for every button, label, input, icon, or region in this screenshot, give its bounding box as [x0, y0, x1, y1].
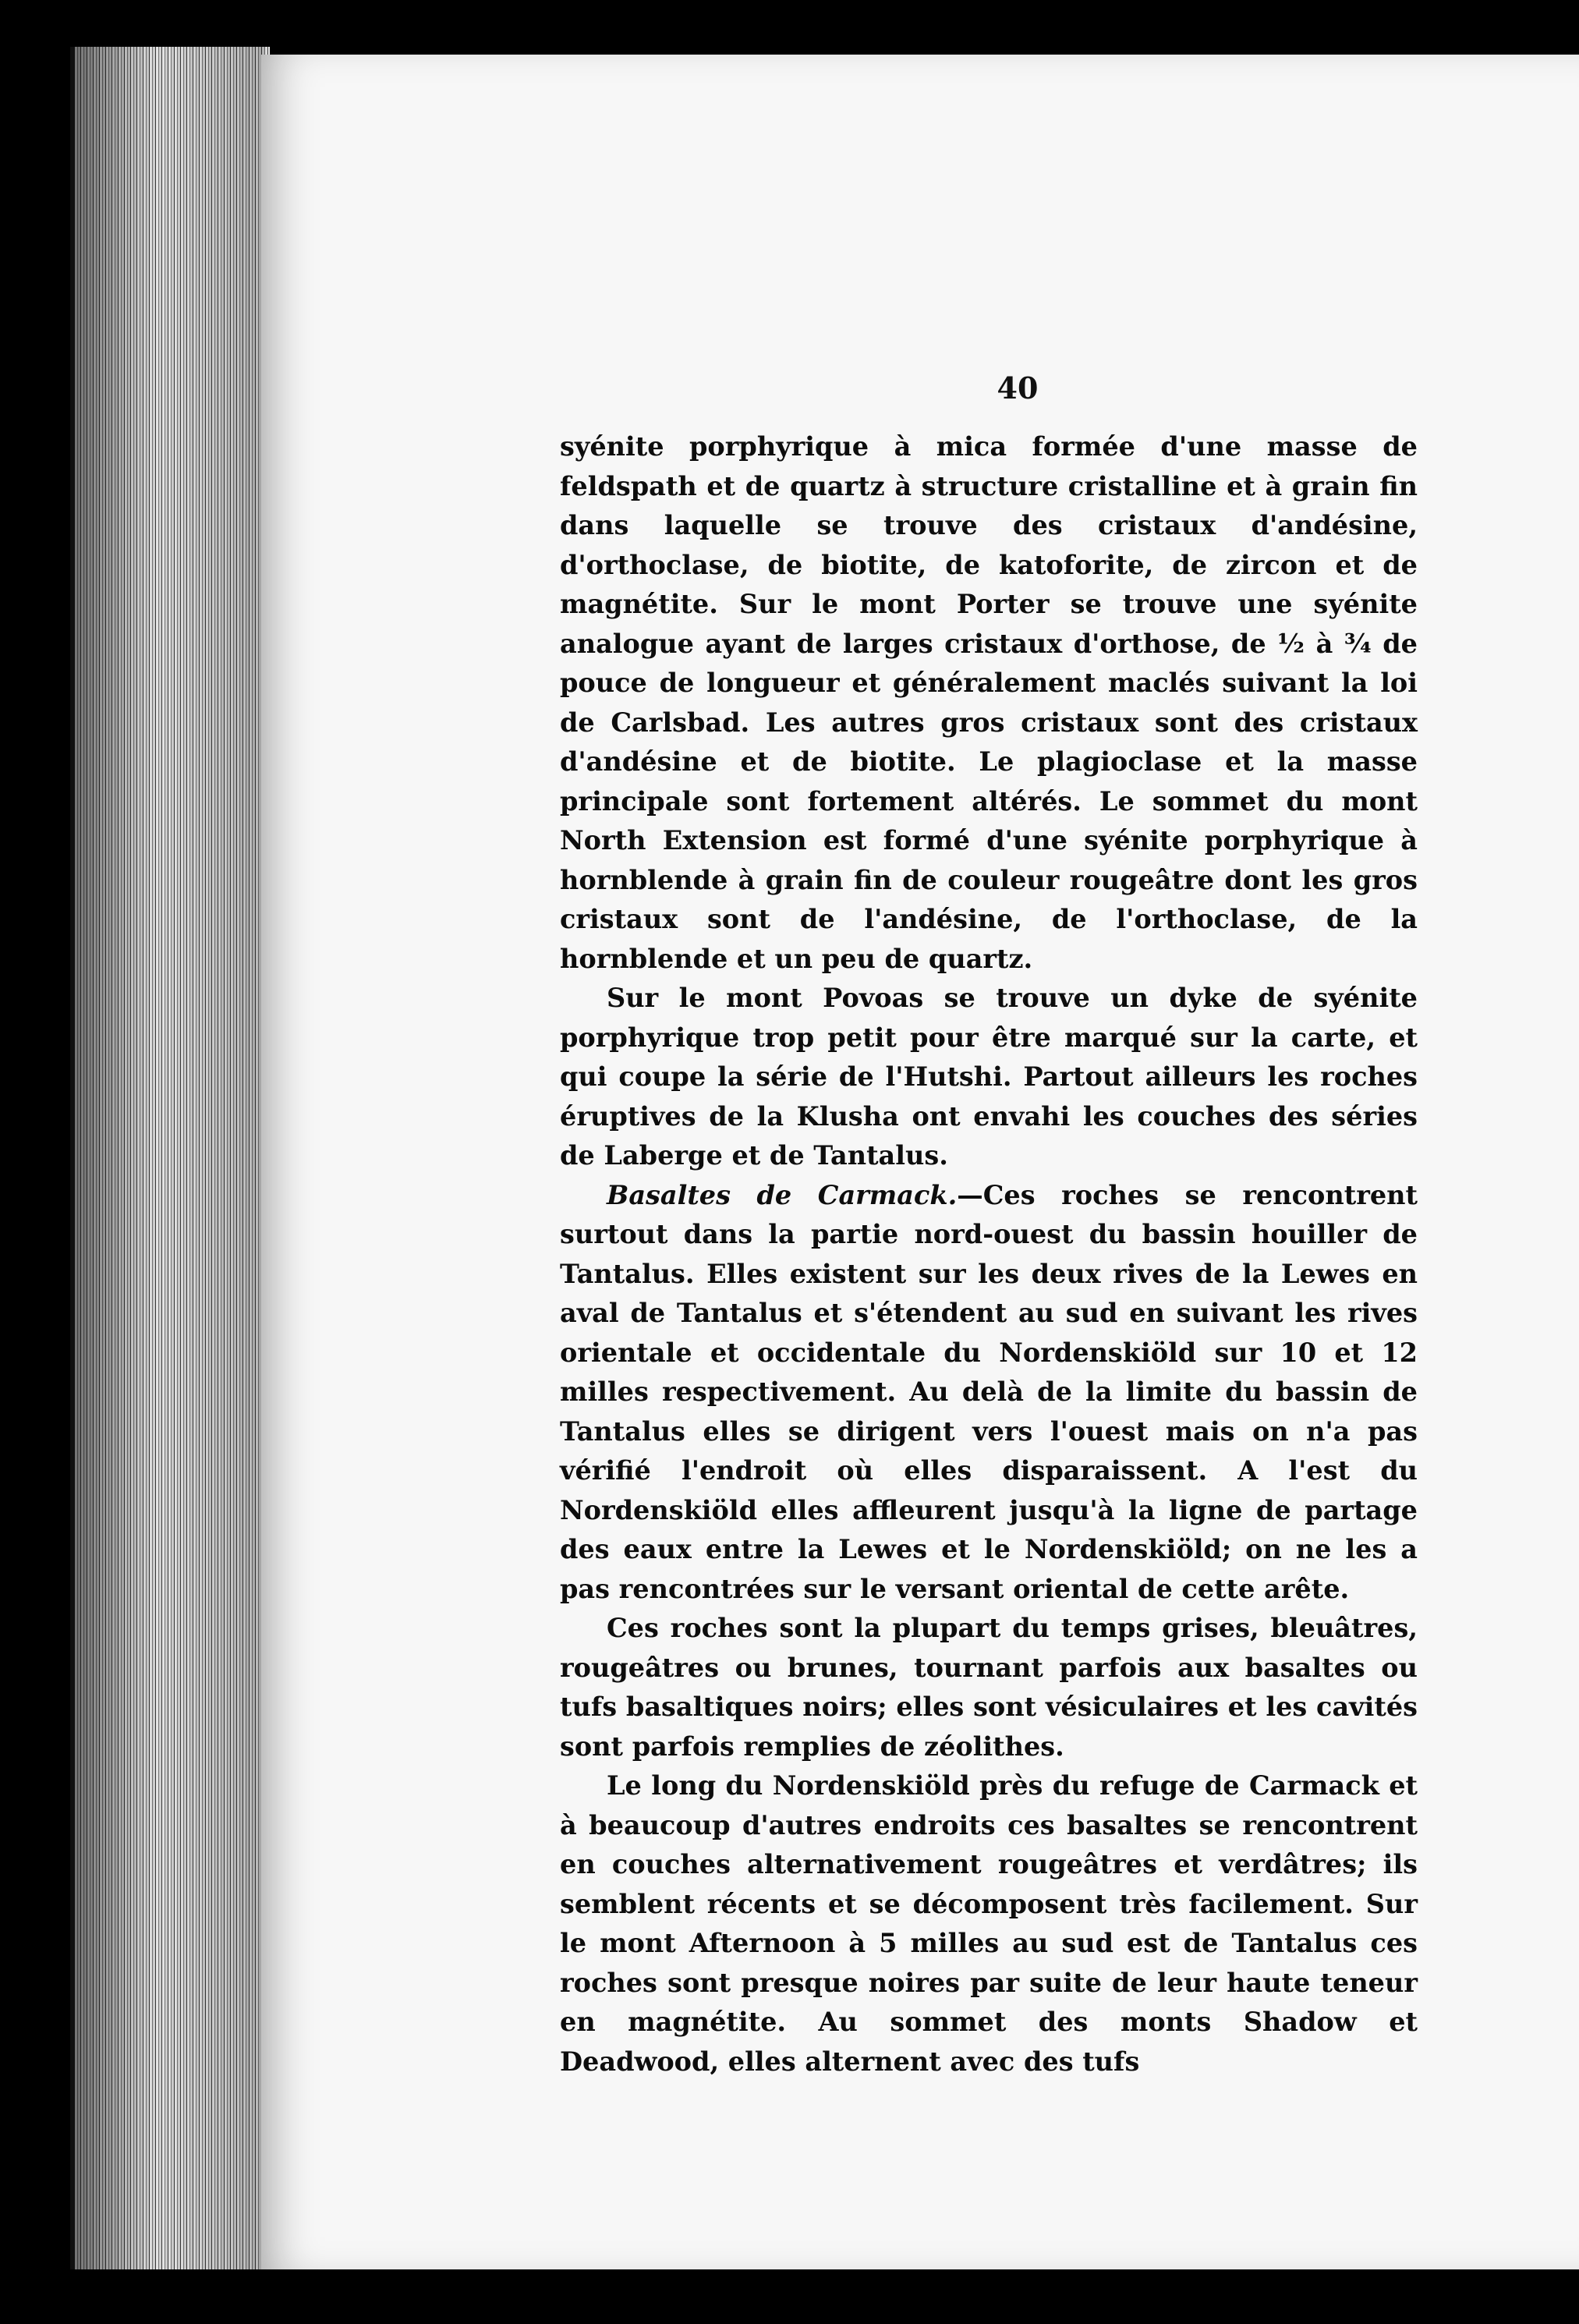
paragraph-3	[560, 1176, 1418, 1610]
section-heading-basaltes-de-carmack: Basaltes de Carmack.	[607, 1179, 958, 1210]
book-spine-shadow	[70, 47, 265, 2269]
body-text	[560, 427, 1418, 2081]
paragraph-3-text: —Ces roches se rencontrent surtout dans la partie nord-ouest du bassin houiller de Tantalus. Elles existent sur les deux rives de la Lewes en aval de Tantalus et s'étendent au sud en suivant les rives orientale et occidentale du Nordenskiöld sur 10 et 12 milles respectivement. Au delà de la limite du bassin de Tantalus elles se dirigent vers l'ouest mais on n'a pas vérifié l'endroit où elles disparaissent. A l'est du Nordenskiöld elles affleurent jusqu'à la ligne de partage des eaux entre la Lewes et le Nordenskiöld; on ne les a pas rencontrées sur le versant oriental de cette arête.	[560, 1179, 1418, 1604]
paragraph-4: Ces roches sont la plupart du temps grises, bleuâtres, rougeâtres ou brunes, tournant parfois aux basaltes ou tufs basaltiques noirs; elles sont vésiculaires et les cavités sont parfois remplies de zéolithes.	[560, 1613, 1418, 1762]
paragraph-5: Le long du Nordenskiöld près du refuge de Carmack et à beaucoup d'autres endroits ces basaltes se rencontrent en couches alternativement rougeâtres et verdâtres; ils semblent récents et se décomposent très facilement. Sur le mont Afternoon à 5 milles au sud est de Tantalus ces roches sont presque noires par suite de leur haute teneur en magnétite. Au sommet des monts Shadow et Deadwood, elles alternent avec des tufs	[560, 1770, 1418, 2077]
paragraph-2: Sur le mont Povoas se trouve un dyke de syénite porphyrique trop petit pour être marqué sur la carte, et qui coupe la série de l'Hutshi. Partout ailleurs les roches éruptives de la Klusha ont envahi les couches des séries de Laberge et de Tantalus.	[560, 983, 1418, 1171]
page-number: 40	[997, 370, 1039, 406]
paragraph-1: syénite porphyrique à mica formée d'une masse de feldspath et de quartz à structure cristalline et à grain fin dans laquelle se trouve des cristaux d'andésine, d'orthoclase, de biotite, de katoforite, de zircon et de magnétite. Sur le mont Porter se trouve une syénite analogue ayant de larges cristaux d'orthose, de ½ à ¾ de pouce de longueur et généralement maclés suivant la loi de Carlsbad. Les autres gros cristaux sont des cristaux d'andésine et de biotite. Le plagioclase et la masse principale sont fortement altérés. Le sommet du mont North Extension est formé d'une syénite porphyrique à hornblende à grain fin de couleur rougeâtre dont les gros cristaux sont de l'andésine, de l'orthoclase, de la hornblende et un peu de quartz.	[560, 431, 1418, 974]
